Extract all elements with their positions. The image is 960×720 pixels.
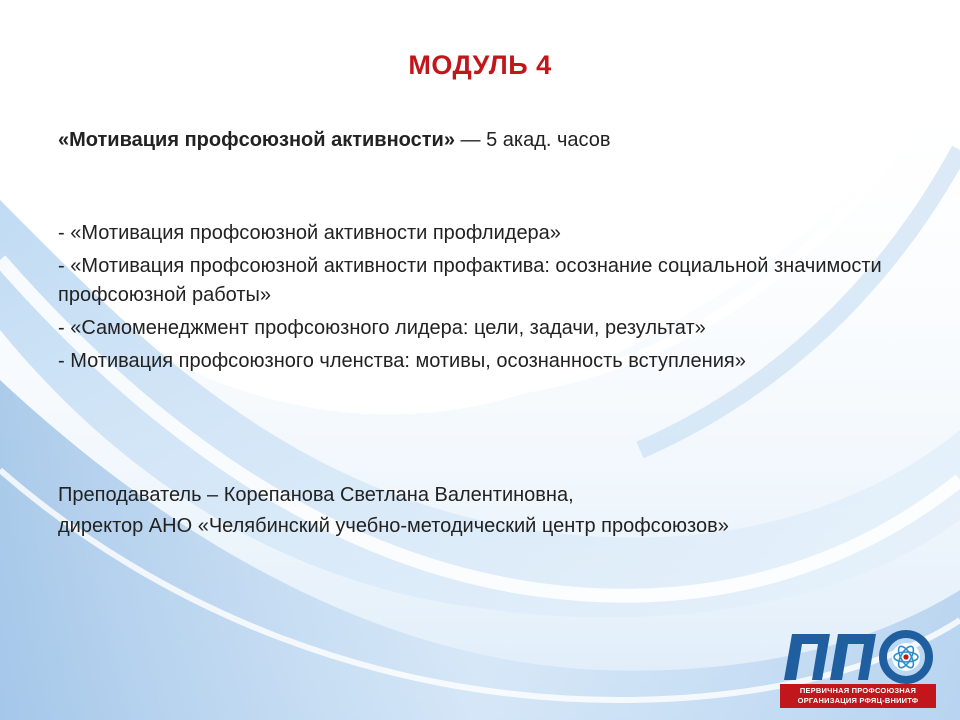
module-hours: — 5 акад. часов xyxy=(454,129,611,151)
topic-item: - «Мотивация профсоюзной активности профлидера» xyxy=(58,222,561,244)
teacher-info xyxy=(58,481,938,543)
module-name: «Мотивация профсоюзной активности» xyxy=(58,129,455,151)
topic-item: - «Самоменеджмент профсоюзного лидера: цели, задачи, результат» xyxy=(58,317,706,339)
ppo-logo-icon xyxy=(778,622,938,684)
topic-item: - Мотивация профсоюзного членства: мотивы, осознанность вступления» xyxy=(58,350,746,372)
module-subtitle xyxy=(58,126,918,155)
logo-caption xyxy=(780,684,936,708)
topic-list xyxy=(58,219,918,380)
slide-title: МОДУЛЬ 4 xyxy=(408,50,552,80)
logo-caption-line1: ПЕРВИЧНАЯ ПРОФСОЮЗНАЯ xyxy=(799,686,917,695)
teacher-name: Преподаватель – Корепанова Светлана Валентиновна, xyxy=(58,484,574,506)
organization-logo xyxy=(778,622,938,710)
logo-caption-line2: ОРГАНИЗАЦИЯ РФЯЦ-ВНИИТФ xyxy=(797,696,919,705)
teacher-position: директор АНО «Челябинский учебно-методический центр профсоюзов» xyxy=(58,515,729,537)
topic-item: - «Мотивация профсоюзной активности профактива: осознание социальной значимости профсоюзной работы» xyxy=(58,255,882,306)
